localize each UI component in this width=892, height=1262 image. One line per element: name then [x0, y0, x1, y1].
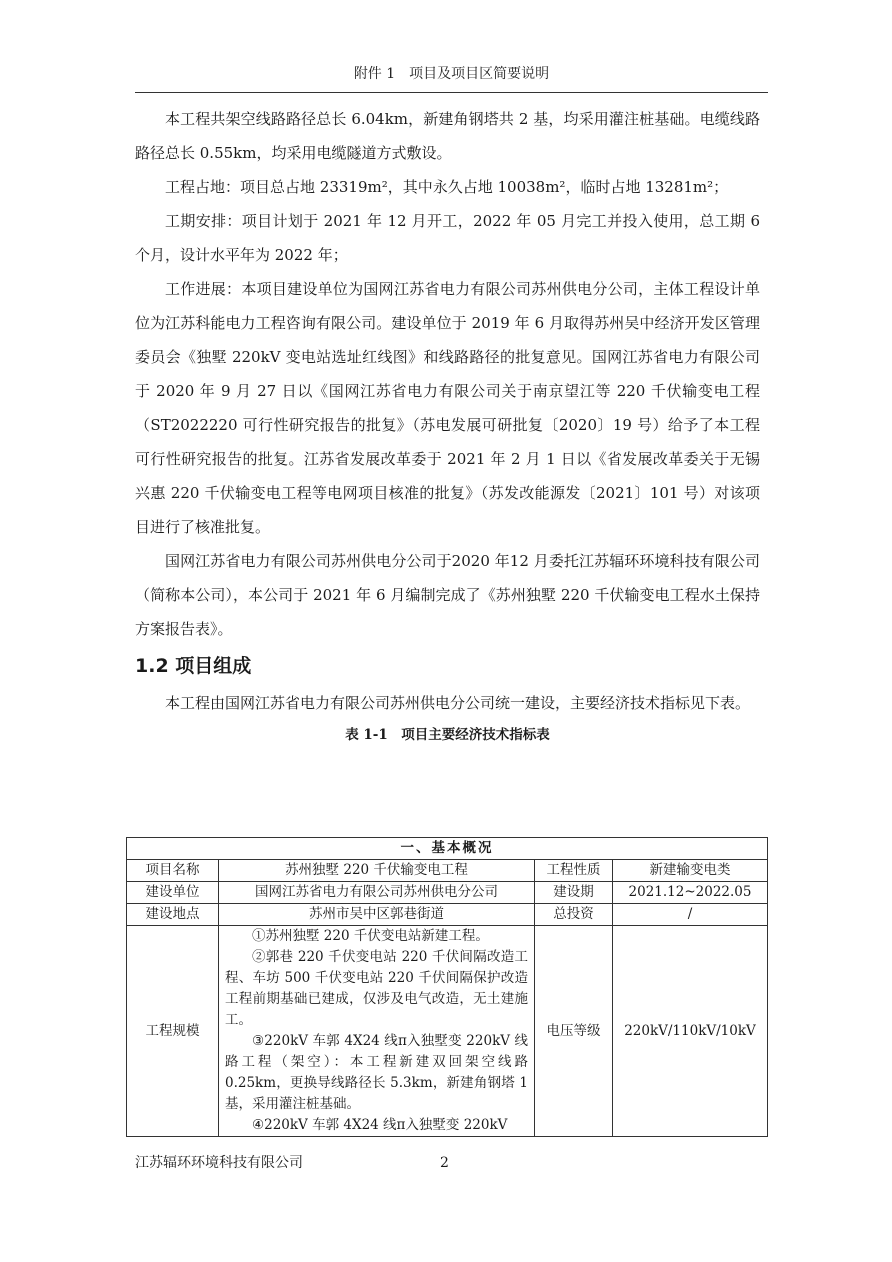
table-caption: 表 1-1 项目主要经济技术指标表	[345, 727, 550, 743]
cell-value: 2021.12~2022.05	[613, 882, 768, 904]
cell-value: 220kV/110kV/10kV	[613, 926, 768, 1137]
table-row	[127, 904, 768, 926]
document-body	[135, 102, 760, 750]
cell-value: 苏州独墅 220 千伏输变电工程	[219, 860, 535, 882]
cell-label: 建设地点	[127, 904, 219, 926]
table-row-scope	[127, 926, 768, 1137]
page-number: 2	[440, 1155, 449, 1171]
paragraph-composition: 本工程由国网江苏省电力有限公司苏州供电分公司统一建设，主要经济技术指标见下表。	[165, 694, 751, 712]
cell-value: /	[613, 904, 768, 926]
paragraph-progress: 工作进展：本项目建设单位为国网江苏省电力有限公司苏州供电分公司，主体工程设计单位为江苏科能电力工程咨询有限公司。建设单位于 2019 年 6 月取得苏州吴中经济开发区管理委员会《独墅 220kV 变电站选址红线图》和线路路径的批复意见。国网江苏省电力有限公司于 2020 年 9 月 27 日以《国网江苏省电力有限公司关于南京望江等 220 千伏输变电工程（ST2022220 可行性研究报告的批复》（苏电发展可研批复〔2020〕19 号）给予了本工程可行性研究报告的批复。江苏省发展改革委于 2021 年 2 月 1 日以《省发展改革委关于无锡兴惠 220 千伏输变电工程等电网项目核准的批复》（苏发改能源发〔2021〕101 号）对该项目进行了核准批复。	[135, 280, 760, 536]
paragraph-line-length: 本工程共架空线路路径总长 6.04km，新建角钢塔共 2 基，均采用灌注桩基础。电缆线路路径总长 0.55km，均采用电缆隧道方式敷设。	[135, 110, 760, 162]
scope-item: ③220kV 车郭 4X24 线π入独墅变 220kV 线路工程（架空）：本工程新建双回架空线路 0.25km，更换导线路径长 5.3km，新建角钢塔 1 基，采用灌注桩基础。	[225, 1033, 528, 1112]
table-row	[127, 860, 768, 882]
scope-item: ④220kV 车郭 4X24 线π入独墅变 220kV	[252, 1117, 508, 1133]
footer-company: 江苏辐环环境科技有限公司	[135, 1155, 303, 1171]
indicator-table	[126, 837, 768, 1137]
cell-value: 国网江苏省电力有限公司苏州供电分公司	[219, 882, 535, 904]
cell-label: 项目名称	[127, 860, 219, 882]
cell-label: 总投资	[535, 904, 613, 926]
paragraph-schedule: 工期安排：项目计划于 2021 年 12 月开工，2022 年 05 月完工并投入使用，总工期 6 个月，设计水平年为 2022 年；	[135, 212, 760, 264]
table-section-row	[127, 838, 768, 860]
cell-value: 苏州市吴中区郭巷街道	[219, 904, 535, 926]
scope-item: ①苏州独墅 220 千伏变电站新建工程。	[252, 928, 489, 944]
header-divider	[135, 92, 768, 93]
paragraph-commission: 国网江苏省电力有限公司苏州供电分公司于2020 年12 月委托江苏辐环环境科技有限公司（简称本公司），本公司于 2021 年 6 月编制完成了《苏州独墅 220 千伏输变电工程水土保持方案报告表》。	[135, 552, 760, 638]
scope-item: ②郭巷 220 千伏变电站 220 千伏间隔改造工程、车坊 500 千伏变电站 220 千伏间隔保护改造工程前期基础已建成，仅涉及电气改造，无土建施工。	[225, 949, 528, 1028]
cell-value: 新建输变电类	[613, 860, 768, 882]
cell-label: 电压等级	[535, 926, 613, 1137]
paragraph-land-use: 工程占地：项目总占地 23319m²，其中永久占地 10038m²，临时占地 13281m²；	[165, 178, 729, 196]
cell-label: 工程规模	[127, 926, 219, 1137]
table-section-title: 一、基本概况	[127, 838, 768, 860]
section-heading: 1.2 项目组成	[135, 655, 252, 677]
scope-description-cell	[219, 926, 535, 1137]
cell-label: 建设期	[535, 882, 613, 904]
cell-label: 工程性质	[535, 860, 613, 882]
table-row	[127, 882, 768, 904]
page-header: 附件 1 项目及项目区简要说明	[353, 66, 550, 82]
cell-label: 建设单位	[127, 882, 219, 904]
